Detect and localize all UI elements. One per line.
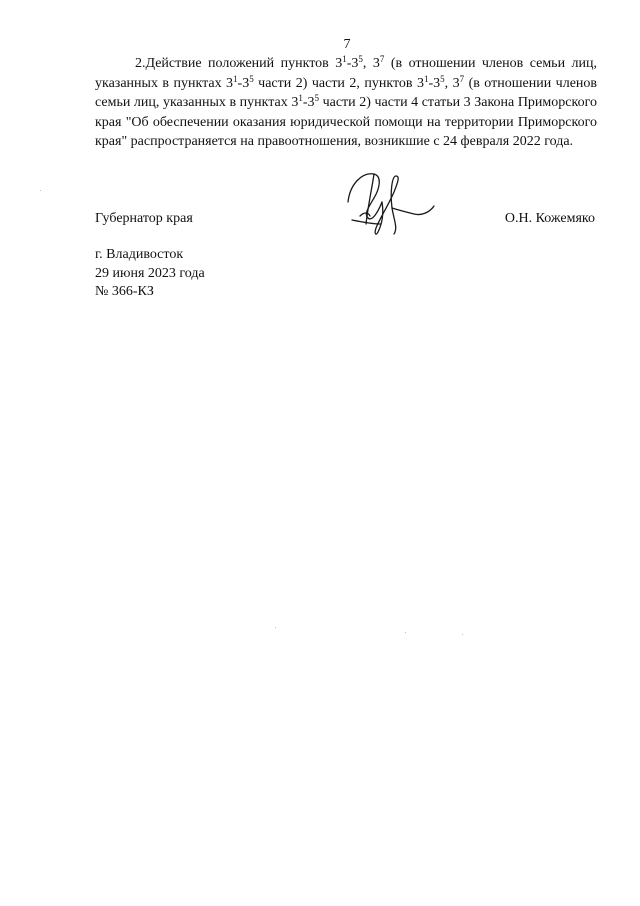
superscript-index: 5 bbox=[249, 73, 254, 84]
superscript-index: 1 bbox=[423, 73, 429, 84]
law-number: № 366-КЗ bbox=[95, 284, 154, 299]
handwritten-signature bbox=[338, 162, 438, 242]
scan-speck bbox=[462, 634, 463, 635]
paragraph-text: части 2) части 2, пунктов 3 bbox=[253, 75, 424, 91]
paragraph-text: 2.Действие положений пунктов 3 bbox=[135, 56, 343, 71]
superscript-index: 7 bbox=[379, 54, 385, 64]
superscript-index: 5 bbox=[314, 93, 320, 103]
scan-speck bbox=[275, 627, 276, 628]
paragraph-text: -3 bbox=[237, 75, 250, 91]
paragraph-text: (в отношении членов семьи лиц, указанных в пунктах 3 bbox=[95, 75, 598, 110]
paragraph-text: , 3 bbox=[362, 56, 380, 71]
paragraph-text: -3 bbox=[346, 56, 359, 71]
place-date-block bbox=[95, 246, 205, 302]
law-paragraph bbox=[95, 54, 597, 152]
scan-speck bbox=[40, 190, 41, 191]
paragraph-text: -3 bbox=[428, 75, 441, 91]
page-number: 7 bbox=[343, 37, 351, 52]
superscript-index: 1 bbox=[298, 93, 303, 103]
superscript-index: 5 bbox=[358, 54, 363, 64]
scan-speck bbox=[405, 632, 406, 633]
city: г. Владивосток bbox=[95, 247, 184, 262]
superscript-index: 1 bbox=[233, 73, 238, 84]
paragraph-text: (в отношении членов семьи лиц, указанных в пунктах 3 bbox=[95, 56, 597, 91]
paragraph-text: части 2) части 4 статьи 3 Закона Приморского края "Об обеспечении оказания юридической помощи на территории Приморского края" распространяется на правоотношения, возникшие с 24 февраля 2022 года. bbox=[95, 95, 597, 149]
signatory-position: Губернатор края bbox=[95, 211, 193, 226]
signatory-name: О.Н. Кожемяко bbox=[504, 211, 595, 226]
date: 29 июня 2023 года bbox=[95, 265, 205, 281]
superscript-index: 1 bbox=[342, 54, 347, 64]
superscript-index: 5 bbox=[440, 73, 445, 84]
paragraph-text: , 3 bbox=[444, 75, 460, 91]
paragraph-text: -3 bbox=[302, 95, 315, 110]
superscript-index: 7 bbox=[459, 73, 465, 84]
